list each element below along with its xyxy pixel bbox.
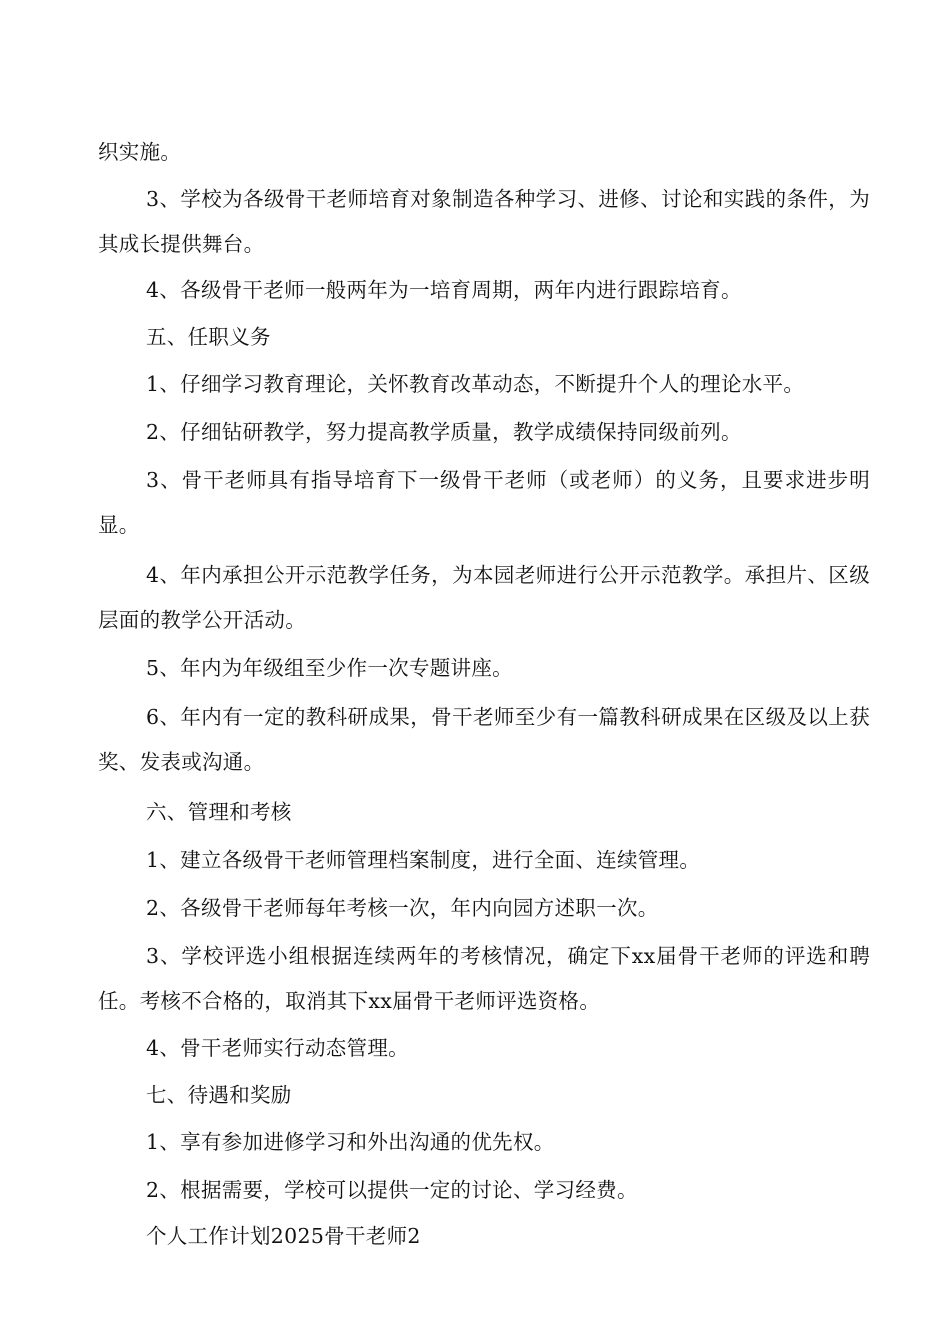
paragraph-item-3-conditions: 3、学校为各级骨干老师培育对象制造各种学习、进修、讨论和实践的条件，为其成长提供舞台。 bbox=[98, 187, 870, 256]
paragraph-reward-2: 2、根据需要，学校可以提供一定的讨论、学习经费。 bbox=[146, 1178, 638, 1202]
paragraph-management-2: 2、各级骨干老师每年考核一次，年内向园方述职一次。 bbox=[146, 896, 659, 920]
paragraph-duty-3: 3、骨干老师具有指导培育下一级骨干老师（或老师）的义务，且要求进步明显。 bbox=[98, 468, 870, 537]
paragraph-management-3: 3、学校评选小组根据连续两年的考核情况，确定下xx届骨干老师的评选和聘任。考核不合格的，取消其下xx届骨干老师评选资格。 bbox=[98, 944, 870, 1013]
paragraph-management-1: 1、建立各级骨干老师管理档案制度，进行全面、连续管理。 bbox=[146, 848, 701, 872]
section-heading-duties: 五、任职义务 bbox=[146, 325, 271, 349]
paragraph-duty-5: 5、年内为年级组至少作一次专题讲座。 bbox=[146, 656, 513, 680]
section-title-plan-2: 个人工作计划2025骨干老师2 bbox=[146, 1224, 421, 1248]
section-heading-rewards: 七、待遇和奖励 bbox=[146, 1083, 292, 1107]
paragraph-continuation: 织实施。 bbox=[98, 140, 182, 164]
paragraph-duty-1: 1、仔细学习教育理论，关怀教育改革动态，不断提升个人的理论水平。 bbox=[146, 372, 805, 396]
paragraph-item-4-cycle: 4、各级骨干老师一般两年为一培育周期，两年内进行跟踪培育。 bbox=[146, 278, 742, 302]
paragraph-duty-2: 2、仔细钻研教学，努力提高教学质量，教学成绩保持同级前列。 bbox=[146, 420, 742, 444]
paragraph-reward-1: 1、享有参加进修学习和外出沟通的优先权。 bbox=[146, 1130, 555, 1154]
paragraph-duty-6: 6、年内有一定的教科研成果，骨干老师至少有一篇教科研成果在区级及以上获奖、发表或沟通。 bbox=[98, 705, 870, 774]
paragraph-duty-4: 4、年内承担公开示范教学任务，为本园老师进行公开示范教学。承担片、区级层面的教学公开活动。 bbox=[98, 563, 870, 632]
paragraph-management-4: 4、骨干老师实行动态管理。 bbox=[146, 1036, 409, 1060]
section-heading-management: 六、管理和考核 bbox=[146, 800, 292, 824]
